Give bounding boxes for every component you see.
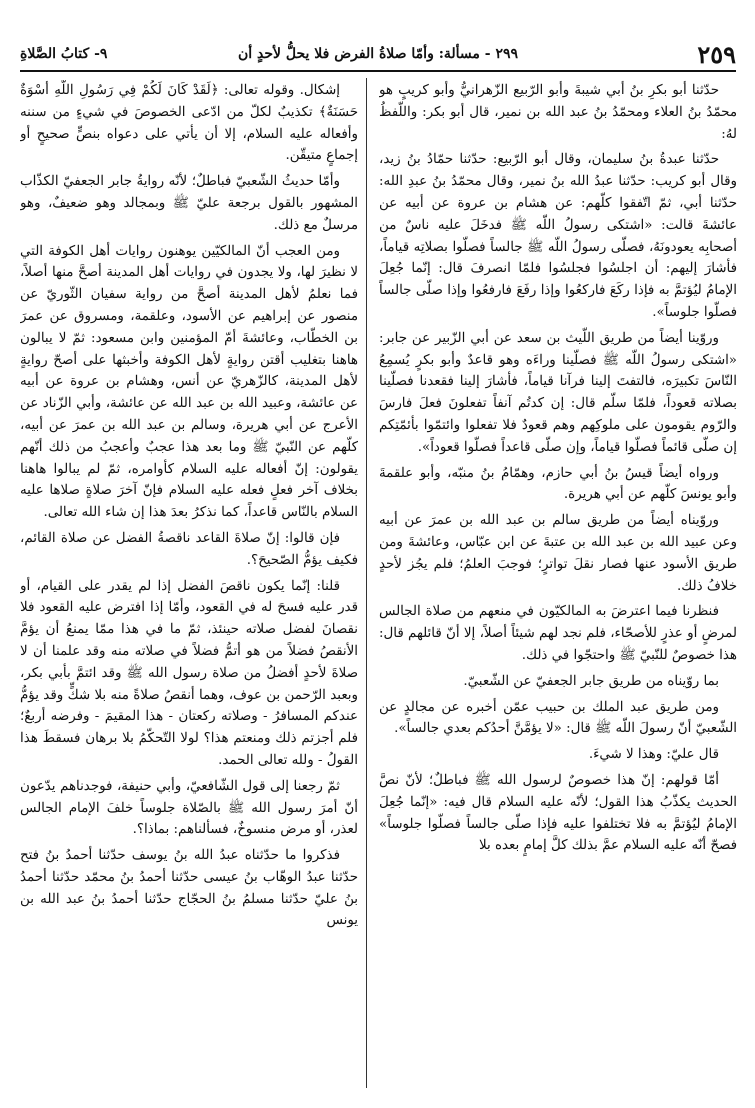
paragraph: ورواه أيضاً قيسُ بنُ أبي حازم، وهمّامُ بنُ منبّه، وأبو علقمةَ وأبو يونسَ كلّهم عن أبي هريرة.	[379, 465, 737, 503]
paragraph: ومن العجب أنّ المالكيّين يوهنون روايات أهل الكوفة التي لا نظيرَ لها، ولا يجدون في روايات أهل المدينة أصحَّ منها أصلاً، فما نعلمُ لأهل المدينة أصحَّ من رواية سفيان الثّوريّ عن منصور عن إبراهيم عن الأسود، وعلقمة، ومسروق عن عمرَ بن الخطّاب، وعائشةَ أمّ المؤمنين وابن مسعود: ثمّ لا يبالون هاهنا بتغليب أقتن روايةٍ لأهل الكوفة وأخبثها على أصحّ روايةٍ لأهل المدينة، كالزّهريّ عن أنس، وهشام بن عروة عن أبيه عن عائشة، وعبيد الله بن عبد الله عن عائشة، وأبي الزّناد عن الأعرج عن أبي هريرة، وسالم بن عبد الله بن عمرَ عن أبيه، كلّهم عن النّبيّ ﷺ وما بعد هذا عجبٌ وأعجبُ من ذلك أنّهم يقولون: إنّ أفعاله عليه السلام كأوامره، ثمّ لم يبالوا هاهنا بخلاف آخر فعلٍ فعله عليه السلام فإنّ آخرَ صلاةٍ صلاها عليه السلام بالنّاس قاعداً، كما نذكرُ بعدَ هذا إن شاء الله تعالى.	[20, 243, 358, 521]
paragraph: إشكال. وقوله تعالى: ﴿لَقَدْ كَانَ لَكُمْ فِي رَسُولِ اللَّهِ أُسْوَةٌ حَسَنَةٌ﴾ تكذيبٌ لكلّ من ادّعى الخصوصَ في شيءٍ من سننه وأفعاله عليه السلام، إلا أن يأتي على دعواه بنصٍّ صحيحٍ أو إجماعٍ متيقّن.	[20, 83, 358, 164]
paragraph: حدّثنا أبو بكرِ بنُ أبي شيبةَ وأبو الرّبيع الزّهرانيُّ وأبو كريبٍ هو محمّدُ بنُ العلاء ومحمّدُ بنُ عبد الله بن نمير، قال أبو بكر: واللّفظُ لهُ:	[379, 83, 737, 142]
paragraph: فإن قالوا: إنّ صلاةَ القاعد ناقصةُ الفضل عن صلاة القائم، فكيف يؤمُّ الصّحيحَ؟.	[20, 530, 358, 568]
book-title: ٩- كتابُ الصَّلاةِ	[20, 46, 108, 62]
left-column	[20, 80, 358, 1090]
page-number: ٢٥٩	[697, 40, 736, 69]
paragraph: فنظرنا فيما اعترضَ به المالكيّون في منعهم من صلاة الجالس لمرضٍ أو عذرٍ للأصحّاء، فلم نجد لهم شيئاً أصلاً، إلا أنّ قائلهم قال: هذا خصوصٌ للنّبيّ ﷺ واحتجّوا في ذلك.	[379, 604, 737, 663]
paragraph: بما روّيناه من طريق جابر الجعفيّ عن الشّعبيّ.	[463, 673, 719, 689]
paragraph: أمّا قولهم: إنّ هذا خصوصٌ لرسول الله ﷺ فباطلٌ؛ لأنّ نصَّ الحديث يكذّبُ هذا القول؛ لأنّه عليه السلام قال فيه: «إنّما جُعِلَ الإمامُ ليُؤتمَّ به فلا تختلفوا عليه فإذا صلّى جالساً فصلّوا جلوساً» فصحّ أنّه عليه السلام عمَّ بذلك كلَّ إمامٍ بعده بلا	[379, 772, 737, 854]
paragraph: وروّينا أيضاً من طريق اللّيث بن سعد عن أبي الزّبير عن جابر: «اشتكى رسولُ اللّه ﷺ فصلّينا وراءَه وهو قاعدٌ وأبو بكرٍ يُسمِعُ النّاسَ تكبيرَه، فالتفتَ إلينا فرآنا قياماً، فأشارَ إلينا فقعدنا فصلّينا بصلاته قعوداً، فلمّا سلّم قال: إن كدتُم آنفاً تفعلونَ فعلَ فارسَ والرّوم يقومون على ملوكِهم وهم قعودٌ فلا تفعلوا وائتمّوا بأئمّتِكم إن صلّى قائماً فصلّوا قياماً، وإن صلّى قاعداً فصلّوا قعوداً».	[379, 330, 737, 455]
paragraph: ومن طريق عبد الملك بن حبيب عمّن أخبره عن مجالدٍ عن الشّعبيّ أنّ رسولَ اللّه ﷺ قال: «لا يؤمَّنَّ أحدُكم بعدي جالساً».	[379, 699, 737, 737]
section-title: ٢٩٩ - مسألة: وأمّا صلاةُ الفرض فلا يحلُّ لأحدٍ أن	[237, 46, 519, 62]
paragraph: وأمّا حديثُ الشّعبيّ فباطلٌ؛ لأنّه روايةُ جابر الجعفيّ الكذّاب المشهور بالقول برجعة عليّ ﷺ وبمجالد وهو ضعيفٌ، وهو مرسلٌ مع ذلك.	[20, 174, 358, 233]
paragraph: فذكروا ما حدّثناه عبدُ الله بنُ يوسف حدّثنا أحمدُ بنُ فتح حدّثنا عبدُ الوهّاب بنُ عيسى حدّثنا أحمدُ بنُ محمّد حدّثنا أحمدُ بنُ عليّ حدّثنا مسلمُ بنُ الحجّاج حدّثنا أحمدُ بنُ عبد الله بن يونس	[20, 848, 358, 929]
paragraph: حدّثنا عبدةُ بنُ سليمان، وقال أبو الرّبيع: حدّثنا حمّادُ بنُ زيد، وقال أبو كريب: حدّثنا عبدُ الله بنُ نمير، وقال محمّدُ بنُ عبدِ الله: حدّثنا أبي، ثمّ اتّفقوا كلّهم: عن هشام بن عروة عن أبيه عن عائشةَ قالت: «اشتكى رسولُ اللّه ﷺ فدخَلَ عليه ناسٌ من أصحابِه يعودونَهُ، فصلّى رسولُ اللّه ﷺ جالساً فصلّوا بصلاتِه قياماً، فأشارَ إليهم: أن اجلسُوا فجلسُوا فلمّا انصرفَ قال: إنّما جُعِلَ الإمامُ ليُؤتمَّ به فإذا ركَعَ فاركعُوا وإذا رفَعَ فارفعُوا وإذا صلّى جالساً فصلّوا جلوساً».	[379, 152, 737, 320]
right-column	[379, 80, 737, 1090]
paragraph: ثمّ رجعنا إلى قول الشّافعيّ، وأبي حنيفة، فوجدناهم يدّعون أنّ أمرَ رسول الله ﷺ بالصّلاة جلوساً خلفَ الإمام الجالس لعذر، أو مرض منسوخٌ، فسألناهم: بماذا؟.	[20, 778, 358, 838]
paragraph: قلنا: إنّما يكون ناقصَ الفضل إذا لم يقدر على القيام، أو قدر عليه فسحَ له في القعود، وأمّا إذا افترض عليه القعود فلا نقصانَ لفضل صلاته حينئذ، ثمّ ما في هذا ممّا يمنعُ أن يؤمَّ الأنقصُ فضلاً من هو أتمُّ فضلاً في صلاته منه وقد علمنا أن لا صلاةَ لأحدٍ أفضلُ من صلاة رسول الله ﷺ وقد ائتمَّ بأبي بكر، وبعبد الرّحمن بن عوف، وهما أنقصُ صلاةً منه بلا شكٍّ وقد يؤمُّ عندكم المسافرُ - وصلاته ركعتان - هذا المقيمَ - وفرضه أربعٌ؛ فلم أجزتم ذلك ومنعتم هذا؟ لولا التّحكّمُ بلا برهان فسقطَ هذا القولُ - ولله تعالى الحمد.	[20, 578, 358, 768]
running-header	[20, 40, 736, 72]
paragraph: قال عليّ: وهذا لا شيءَ.	[588, 747, 719, 763]
column-divider	[366, 78, 367, 1088]
paragraph: وروّيناه أيضاً من طريق سالم بن عبد الله بن عمرَ عن أبيه وعن عبيد الله بن عبد الله بن عتبةَ عن ابن عبّاس، وعائشةَ ومن طريق الأسود عنها فصار نقلَ تواترٍ؛ فوجبَ العلمُ؛ فلم يجُز لأحدٍ خلافُ ذلك.	[379, 513, 737, 594]
